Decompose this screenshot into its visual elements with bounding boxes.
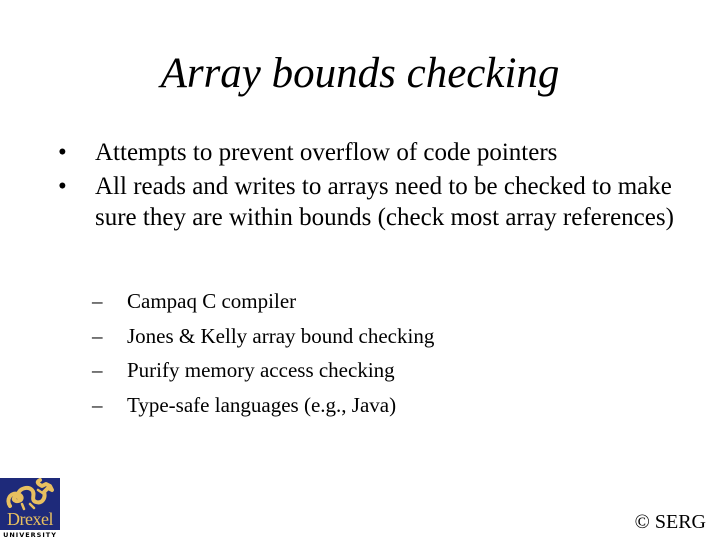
bullet-marker: • bbox=[58, 173, 67, 200]
sub-bullet-item bbox=[92, 388, 434, 423]
sub-bullet-item bbox=[92, 319, 434, 354]
dragon-icon bbox=[0, 478, 60, 512]
drexel-logo bbox=[0, 478, 60, 540]
dash-marker: – bbox=[92, 289, 103, 313]
bullet-text: All reads and writes to arrays need to be checked to make sure they are within bounds (check most array references) bbox=[95, 173, 674, 231]
bullet-marker: • bbox=[58, 139, 67, 166]
sub-bullet-text: Jones & Kelly array bound checking bbox=[127, 323, 435, 348]
copyright-label: © SERG bbox=[634, 511, 706, 533]
sub-bullet-text: Type-safe languages (e.g., Java) bbox=[127, 392, 397, 417]
dash-marker: – bbox=[92, 358, 103, 382]
bullet-text: Attempts to prevent overflow of code pointers bbox=[95, 139, 558, 166]
sub-bullet-text: Purify memory access checking bbox=[127, 358, 395, 382]
logo-subtitle: UNIVERSITY bbox=[3, 531, 57, 539]
sub-bullet-item bbox=[92, 353, 434, 388]
dash-marker: – bbox=[92, 392, 103, 417]
logo-background bbox=[0, 478, 60, 530]
dash-marker: – bbox=[92, 323, 103, 348]
bullet-list bbox=[58, 137, 678, 236]
bullet-item bbox=[58, 171, 678, 233]
bullet-item bbox=[58, 137, 678, 168]
sub-bullet-text: Campaq C compiler bbox=[127, 289, 297, 313]
sub-bullet-item bbox=[92, 284, 434, 319]
slide-title: Array bounds checking bbox=[160, 50, 560, 97]
sub-bullet-list bbox=[92, 284, 434, 422]
logo-wordmark: Drexel bbox=[7, 509, 53, 529]
